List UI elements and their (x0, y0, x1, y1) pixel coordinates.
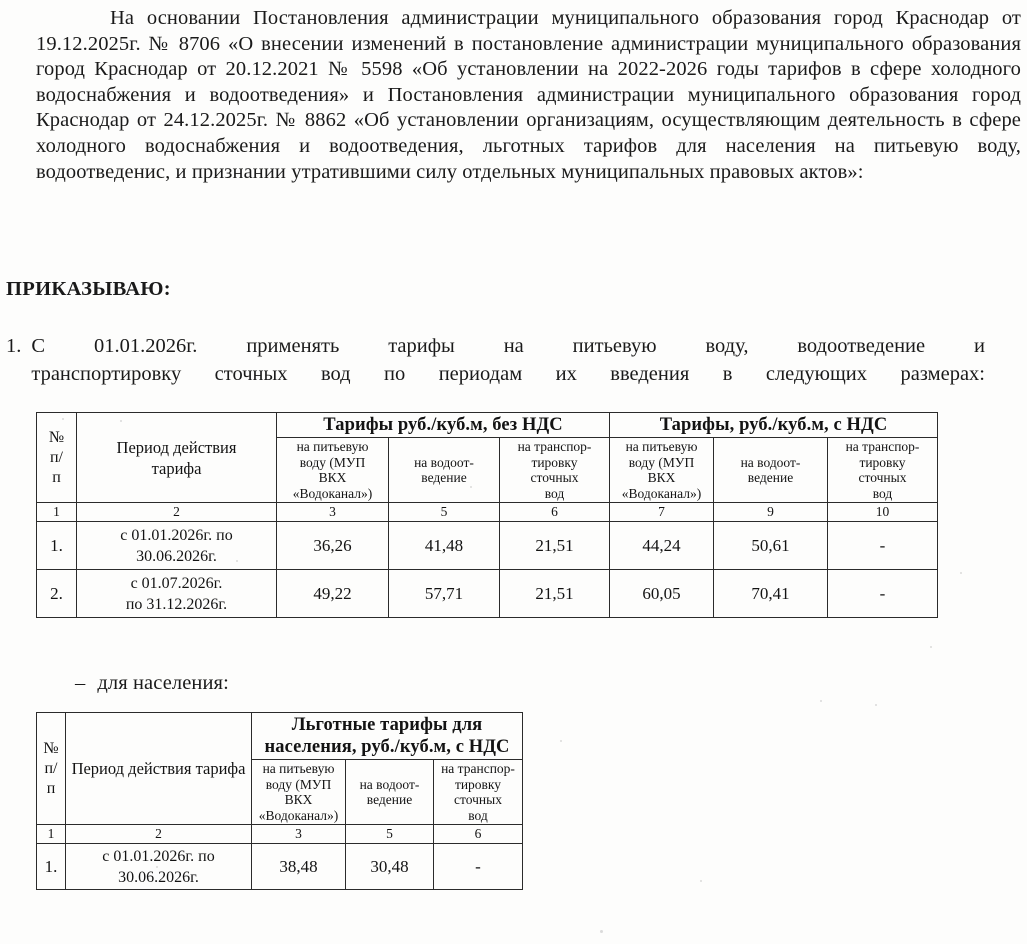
frag-na: на (296, 439, 310, 454)
table-header-row-top (37, 413, 938, 438)
frag-vedenie: ведение (747, 470, 794, 486)
frag-vodokanal: «Водоканал») (258, 807, 339, 823)
npp-line-1: № (48, 428, 65, 446)
row-index: 2. (37, 570, 77, 618)
item-text (31, 332, 985, 388)
period-line-2: по 31.12.2026г. (125, 595, 228, 613)
row-value: - (434, 844, 523, 890)
row-value: 41,48 (389, 522, 500, 570)
header-drinking-water-with-vat (610, 438, 714, 503)
group-line-1: Льготные тарифы для (291, 715, 483, 735)
header-period (77, 413, 277, 503)
colnum: 7 (610, 503, 714, 522)
frag-vkh: ВКХ (647, 470, 676, 486)
header-drinking-water (252, 760, 346, 825)
frag-vkh: ВКХ (318, 470, 347, 486)
row-value: 21,51 (500, 522, 610, 570)
colnum: 5 (346, 825, 434, 844)
frag-vodokanal: «Водоканал») (621, 485, 702, 501)
row-value: 49,22 (277, 570, 389, 618)
frag-na-vodoot: на водоот- (740, 454, 801, 470)
colnum: 2 (77, 503, 277, 522)
header-transport (434, 760, 523, 825)
colnum: 10 (828, 503, 938, 522)
header-drinking-water-no-vat (277, 438, 389, 503)
row-value: 38,48 (252, 844, 346, 890)
frag-pityevuyu: питьевую (279, 761, 335, 776)
colnum: 6 (434, 825, 523, 844)
header-transport-no-vat (500, 438, 610, 503)
frag-vkh: ВКХ (284, 792, 313, 808)
npp-line-2: п/ (49, 448, 63, 466)
header-group-with-vat: Тарифы, руб./куб.м, с НДС (610, 413, 938, 438)
header-npp (37, 413, 77, 503)
tariff-table-population (36, 712, 523, 890)
row-value: - (828, 570, 938, 618)
row-value: 21,51 (500, 570, 610, 618)
header-group-no-vat: Тарифы руб./куб.м, без НДС (277, 413, 610, 438)
frag-na-transpor: на транспор- (441, 761, 515, 776)
row-value: 36,26 (277, 522, 389, 570)
table-header-row-top (37, 713, 523, 760)
colnum: 5 (389, 503, 500, 522)
row-value: 50,61 (714, 522, 828, 570)
frag-stochnyh: сточных (530, 470, 579, 486)
frag-pityevuyu: питьевую (313, 439, 369, 454)
item-number: 1. (6, 335, 22, 357)
subitem-text: для населения: (97, 672, 229, 694)
frag-vodu-mup: воду (МУП (299, 454, 366, 470)
row-period (66, 844, 252, 890)
npp-line-1: № (43, 739, 59, 757)
frag-vod: вод (468, 807, 488, 823)
row-period (77, 570, 277, 618)
frag-tirovku: тировку (454, 776, 502, 792)
frag-vedenie: ведение (366, 792, 413, 808)
frag-vodokanal: «Водоканал») (292, 485, 373, 501)
row-value: 44,24 (610, 522, 714, 570)
group-line-2: населения, руб./куб.м, с НДС (264, 737, 510, 757)
frag-vodu-mup: воду (МУП (628, 454, 695, 470)
frag-na: на (625, 439, 639, 454)
colnum: 6 (500, 503, 610, 522)
row-value: 60,05 (610, 570, 714, 618)
subitem-population (75, 672, 229, 695)
table-column-numbers-row (37, 825, 523, 844)
header-transport-with-vat (828, 438, 938, 503)
npp-line-3: п (52, 468, 61, 486)
colnum: 1 (37, 825, 66, 844)
colnum: 3 (277, 503, 389, 522)
row-value: - (828, 522, 938, 570)
period-line-2: 30.06.2026г. (136, 547, 217, 565)
period-line-1: с 01.01.2026г. по (102, 847, 215, 865)
row-index: 1. (37, 844, 66, 890)
header-period: Период действия тарифа (66, 713, 252, 825)
npp-line-2: п/ (44, 759, 58, 777)
frag-vodu-mup: воду (МУП (265, 776, 332, 792)
frag-stochnyh: сточных (454, 792, 502, 808)
numbered-item-1 (6, 332, 985, 388)
frag-na-transpor: на транспор- (517, 439, 592, 454)
frag-tirovku: тировку (531, 454, 578, 470)
table-row (37, 570, 938, 618)
frag-na-transpor: на транспор- (845, 439, 920, 454)
item-line-2: транспортировку сточных вод по периодам их введения в следующих размерах: (31, 363, 985, 385)
frag-vedenie: ведение (421, 470, 467, 486)
header-sewerage-no-vat (389, 438, 500, 503)
period-line-1: Период действия (116, 437, 237, 457)
frag-na-vodoot: на водоот- (414, 454, 474, 470)
row-value: 30,48 (346, 844, 434, 890)
row-index: 1. (37, 522, 77, 570)
frag-stochnyh: сточных (858, 470, 907, 486)
document-body (36, 6, 1021, 185)
header-sewerage-with-vat (714, 438, 828, 503)
header-group-population (252, 713, 523, 760)
intro-paragraph: На основании Постановления администрации муниципального образования город Краснодар от 19.12.2025г. № 8706 «О внесении изменений в постановление администрации муниципального образования город Краснодар от 20.12.2021 № 5598 «Об установлении на 2022-2026 годы тарифов в сфере холодного водоснабжения и водоотведения» и Постановления администрации муниципального образования город Краснодар от 24.12.2025г. № 8862 «Об установлении организациям, осуществляющим деятельность в сфере холодного водоснабжения и водоотведения, льготных тарифов для населения на питьевую воду, водоотведенис, и признании утратившими силу отдельных муниципальных правовых актов»: (36, 7, 1021, 183)
period-line-2: тарифа (151, 458, 202, 478)
period-line-1: с 01.01.2026г. по (120, 526, 233, 544)
table-row (37, 844, 523, 890)
colnum: 9 (714, 503, 828, 522)
frag-tirovku: тировку (859, 454, 906, 470)
header-sewerage (346, 760, 434, 825)
subitem-dash: – (75, 672, 86, 694)
frag-pityevuyu: питьевую (642, 439, 698, 454)
table-row (37, 522, 938, 570)
header-npp (37, 713, 66, 825)
npp-line-3: п (46, 779, 56, 797)
row-period (77, 522, 277, 570)
period-line-2: 30.06.2026г. (118, 868, 199, 886)
colnum: 1 (37, 503, 77, 522)
frag-na: на (262, 761, 276, 776)
frag-na-vodoot: на водоот- (359, 776, 420, 792)
frag-vod: вод (872, 485, 893, 501)
row-value: 57,71 (389, 570, 500, 618)
row-value: 70,41 (714, 570, 828, 618)
period-line-1: с 01.07.2026г. (130, 574, 223, 592)
item-line-1: С 01.01.2026г. применять тарифы на питьевую воду, водоотведение и (31, 335, 985, 357)
table-column-numbers-row (37, 503, 938, 522)
order-heading: ПРИКАЗЫВАЮ: (6, 278, 171, 300)
colnum: 2 (66, 825, 252, 844)
frag-vod: вод (544, 485, 565, 501)
tariff-table-main (36, 412, 938, 618)
colnum: 3 (252, 825, 346, 844)
